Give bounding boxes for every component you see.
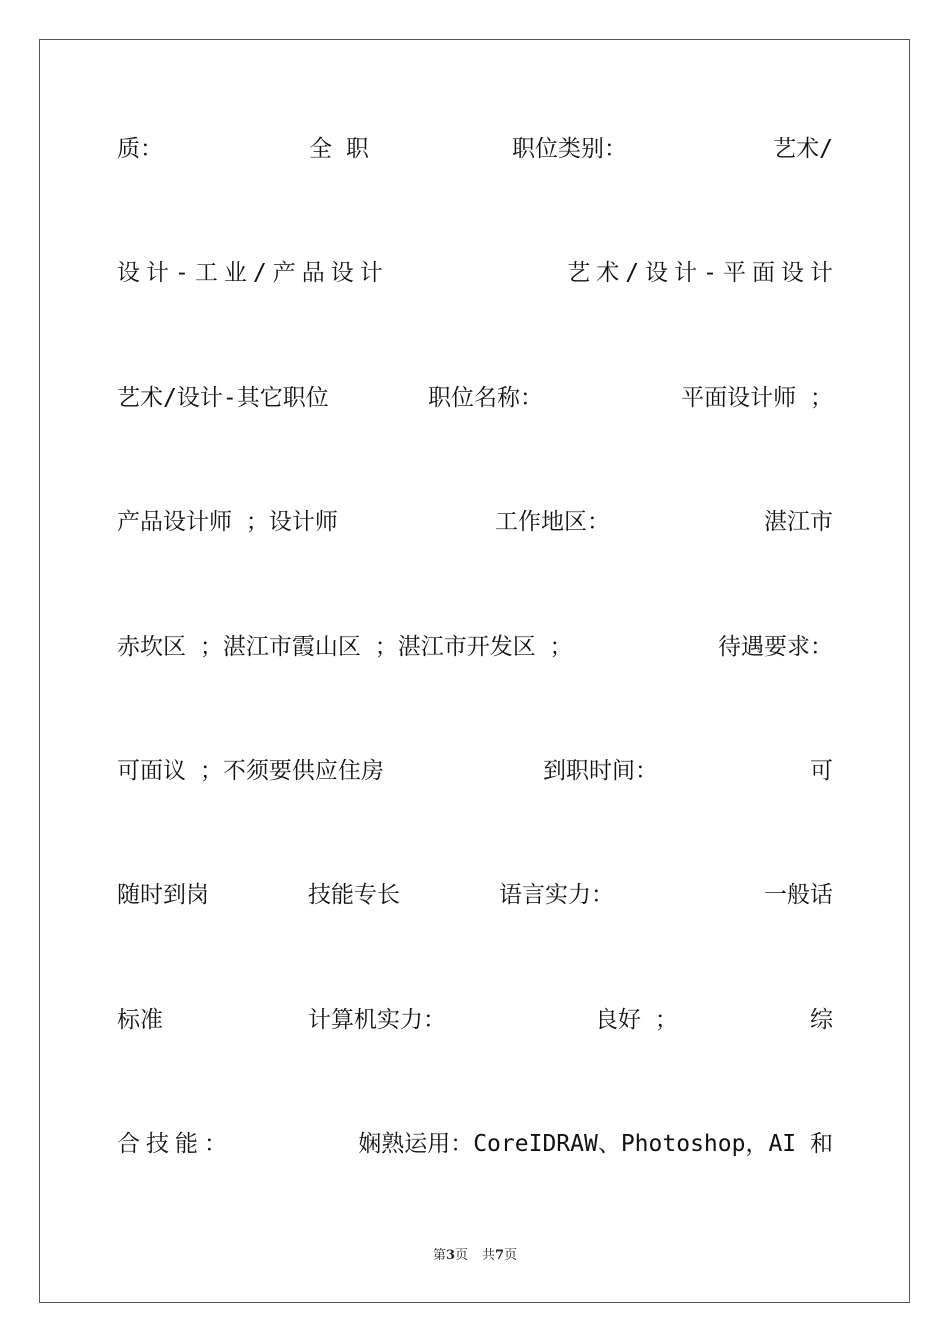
text-line-6 (117, 753, 833, 789)
page-frame (39, 39, 910, 1303)
text-line-2 (117, 255, 839, 291)
line-3-segment-2: 职位名称： (428, 385, 543, 411)
text-line-1 (117, 131, 833, 167)
line-4-segment-3: 湛江市 (764, 509, 833, 535)
line-7-segment-3: 语言实力： (499, 882, 614, 908)
line-8-segment-1: 标准 (117, 1007, 163, 1033)
line-6-segment-1: 可面议 ；不须要供应住房 (117, 758, 384, 784)
line-6-segment-2: 到职时间： (543, 758, 658, 784)
line-1-segment-2: 全 职 (309, 136, 369, 162)
footer-page-prefix: 第 (432, 1248, 446, 1263)
footer-total-prefix: 共 (482, 1248, 496, 1263)
footer-page-total: 7 (495, 1248, 505, 1263)
footer-page-current: 3 (445, 1248, 455, 1263)
line-6-segment-3: 可 (810, 758, 833, 784)
line-1-segment-4: 艺术/ (773, 136, 833, 162)
line-3-segment-3: 平面设计师 ； (681, 385, 833, 411)
line-8-segment-3: 良好 ； (595, 1007, 678, 1033)
line-8-segment-2: 计算机实力： (308, 1007, 446, 1033)
page-footer (0, 1247, 950, 1265)
text-line-7 (117, 877, 833, 913)
text-line-4 (117, 504, 833, 540)
line-5-segment-1: 赤坎区 ；湛江市霞山区 ；湛江市开发区 ； (117, 634, 573, 660)
line-5-segment-2: 待遇要求： (718, 634, 833, 660)
line-7-segment-1: 随时到岗 (117, 882, 209, 908)
line-2-segment-2: 艺术/设计-平面设计 (567, 260, 839, 286)
line-4-segment-1: 产品设计师 ；设计师 (117, 509, 338, 535)
line-1-segment-3: 职位类别： (512, 136, 627, 162)
line-9-segment-1: 合技能： (117, 1131, 233, 1157)
line-3-segment-1: 艺术/设计-其它职位 (117, 385, 329, 411)
text-line-5 (117, 629, 833, 665)
line-8-segment-4: 综 (810, 1007, 833, 1033)
line-9-segment-2: 娴熟运用：CoreIDRAW、Photoshop，AI 和 (358, 1131, 833, 1157)
line-1-segment-1: 质： (117, 136, 163, 162)
text-line-9 (117, 1126, 833, 1162)
text-line-3 (117, 380, 833, 416)
line-7-segment-4: 一般话 (764, 882, 833, 908)
footer-page-suffix: 页 (454, 1248, 468, 1263)
text-line-8 (117, 1002, 833, 1038)
line-7-segment-2: 技能专长 (308, 882, 400, 908)
line-2-segment-1: 设计-工业/产品设计 (117, 260, 389, 286)
line-4-segment-2: 工作地区： (495, 509, 610, 535)
footer-total-suffix: 页 (504, 1248, 518, 1263)
